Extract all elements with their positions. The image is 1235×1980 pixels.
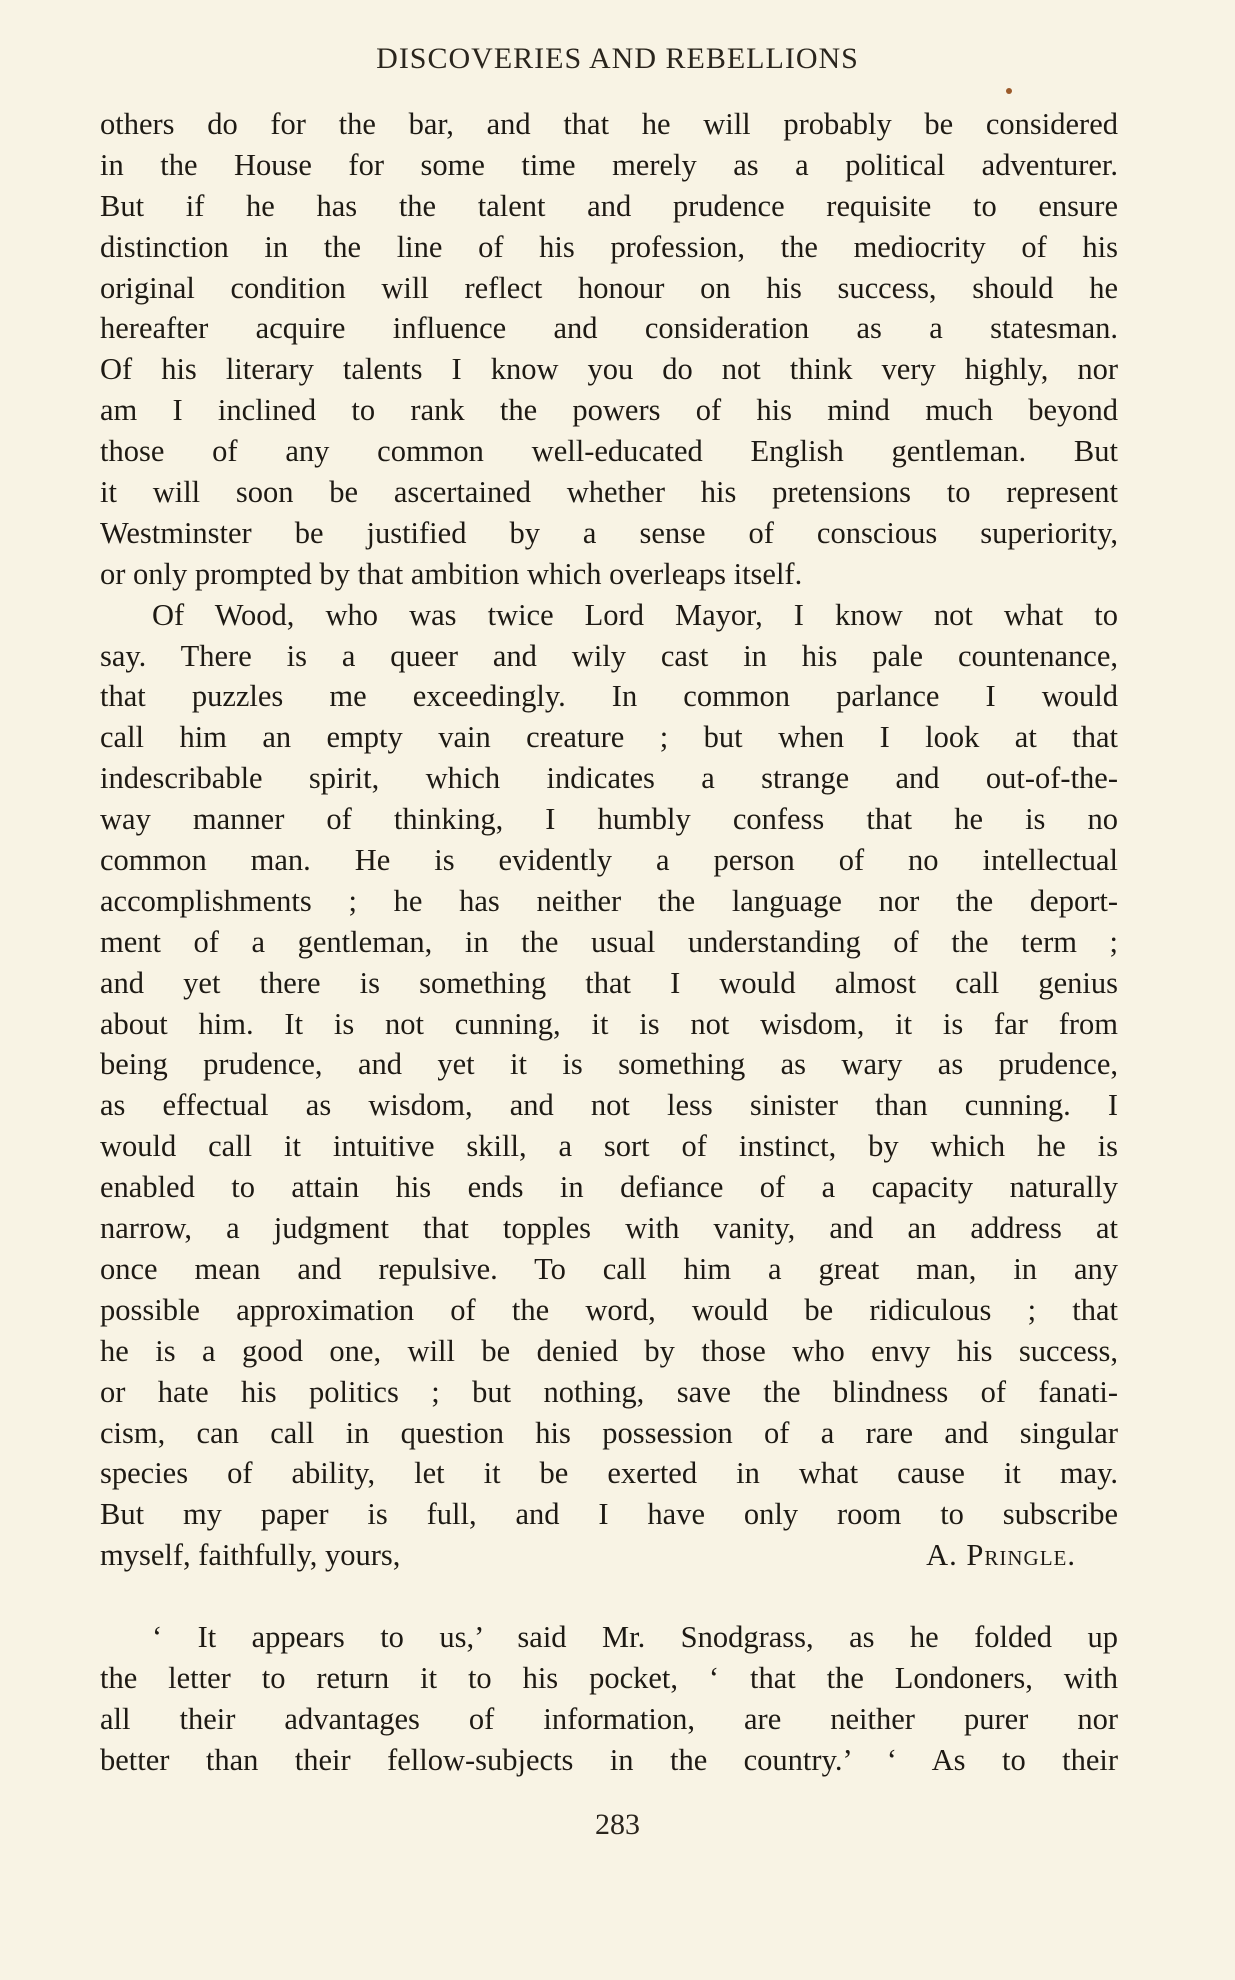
text-line: ‘ It appears to us,’ said Mr. Snodgrass, as he folded up	[152, 1620, 1118, 1655]
text-line: those of any common well-educated English gentleman. But	[100, 434, 1118, 469]
signature: A. Pringle.	[926, 1538, 1076, 1573]
text-line: Westminster be justified by a sense of conscious superiority,	[100, 515, 1118, 550]
signature-line	[100, 1535, 1118, 1576]
text-line: he is a good one, will be denied by those who envy his success,	[100, 1333, 1118, 1368]
text-line: indescribable spirit, which indicates a strange and out-of-the-	[100, 761, 1118, 796]
text-line: distinction in the line of his profession, the mediocrity of his	[100, 229, 1118, 264]
text-line: it will soon be ascertained whether his pretensions to represent	[100, 475, 1118, 510]
text-line: once mean and repulsive. To call him a great man, in any	[100, 1251, 1118, 1286]
letter-paragraph-1	[100, 104, 1118, 595]
page-number: 283	[595, 1808, 640, 1841]
paragraph-gap	[100, 1576, 1118, 1617]
body-text	[100, 104, 1118, 1781]
text-line: Of his literary talents I know you do not think very highly, nor	[100, 352, 1118, 387]
ink-mark	[1006, 88, 1012, 94]
running-head: DISCOVERIES AND REBELLIONS	[376, 42, 859, 75]
text-line: others do for the bar, and that he will probably be considered	[100, 107, 1118, 141]
text-line: the letter to return it to his pocket, ‘ that the Londoners, with	[100, 1660, 1118, 1695]
text-line: enabled to attain his ends in defiance of a capacity naturally	[100, 1170, 1118, 1205]
text-line: original condition will reflect honour on his success, should he	[100, 270, 1118, 305]
text-line: in the House for some time merely as a political adventurer.	[100, 147, 1118, 182]
text-line: common man. He is evidently a person of no intellectual	[100, 843, 1118, 878]
text-line: as effectual as wisdom, and not less sinister than cunning. I	[100, 1088, 1118, 1123]
text-line: am I inclined to rank the powers of his mind much beyond	[100, 393, 1118, 428]
text-line: narrow, a judgment that topples with vanity, and an address at	[100, 1211, 1118, 1246]
letter-paragraph-2	[100, 595, 1118, 1576]
text-line: possible approximation of the word, would be ridiculous ; that	[100, 1292, 1118, 1327]
text-line: ment of a gentleman, in the usual understanding of the term ;	[100, 924, 1118, 959]
text-line: about him. It is not cunning, it is not wisdom, it is far from	[100, 1006, 1118, 1041]
text-line: cism, can call in question his possession of a rare and singular	[100, 1415, 1118, 1450]
text-line: would call it intuitive skill, a sort of instinct, by which he is	[100, 1129, 1118, 1164]
closing-text: myself, faithfully, yours,	[100, 1538, 401, 1573]
text-line: or hate his politics ; but nothing, save the blindness of fanati-	[100, 1374, 1118, 1409]
text-line: better than their fellow-subjects in the country.’ ‘ As to their	[100, 1742, 1118, 1777]
text-line: all their advantages of information, are neither purer nor	[100, 1701, 1118, 1736]
text-line: say. There is a queer and wily cast in his pale countenance,	[100, 638, 1118, 673]
text-line: and yet there is something that I would almost call genius	[100, 965, 1118, 1000]
text-line: that puzzles me exceedingly. In common parlance I would	[100, 679, 1118, 714]
text-line: species of ability, let it be exerted in what cause it may.	[100, 1456, 1118, 1491]
text-line: hereafter acquire influence and consideration as a statesman.	[100, 311, 1118, 346]
text-line: But if he has the talent and prudence requisite to ensure	[100, 188, 1118, 223]
text-line: call him an empty vain creature ; but when I look at that	[100, 720, 1118, 755]
text-line: Of Wood, who was twice Lord Mayor, I know not what to	[152, 597, 1118, 632]
narrative-paragraph	[100, 1617, 1118, 1781]
text-line: But my paper is full, and I have only room to subscribe	[100, 1497, 1118, 1532]
text-line: or only prompted by that ambition which overleaps itself.	[100, 556, 803, 591]
text-line: being prudence, and yet it is something as wary as prudence,	[100, 1047, 1118, 1082]
text-line: accomplishments ; he has neither the language nor the deport-	[100, 883, 1118, 918]
text-line: way manner of thinking, I humbly confess that he is no	[100, 802, 1118, 837]
